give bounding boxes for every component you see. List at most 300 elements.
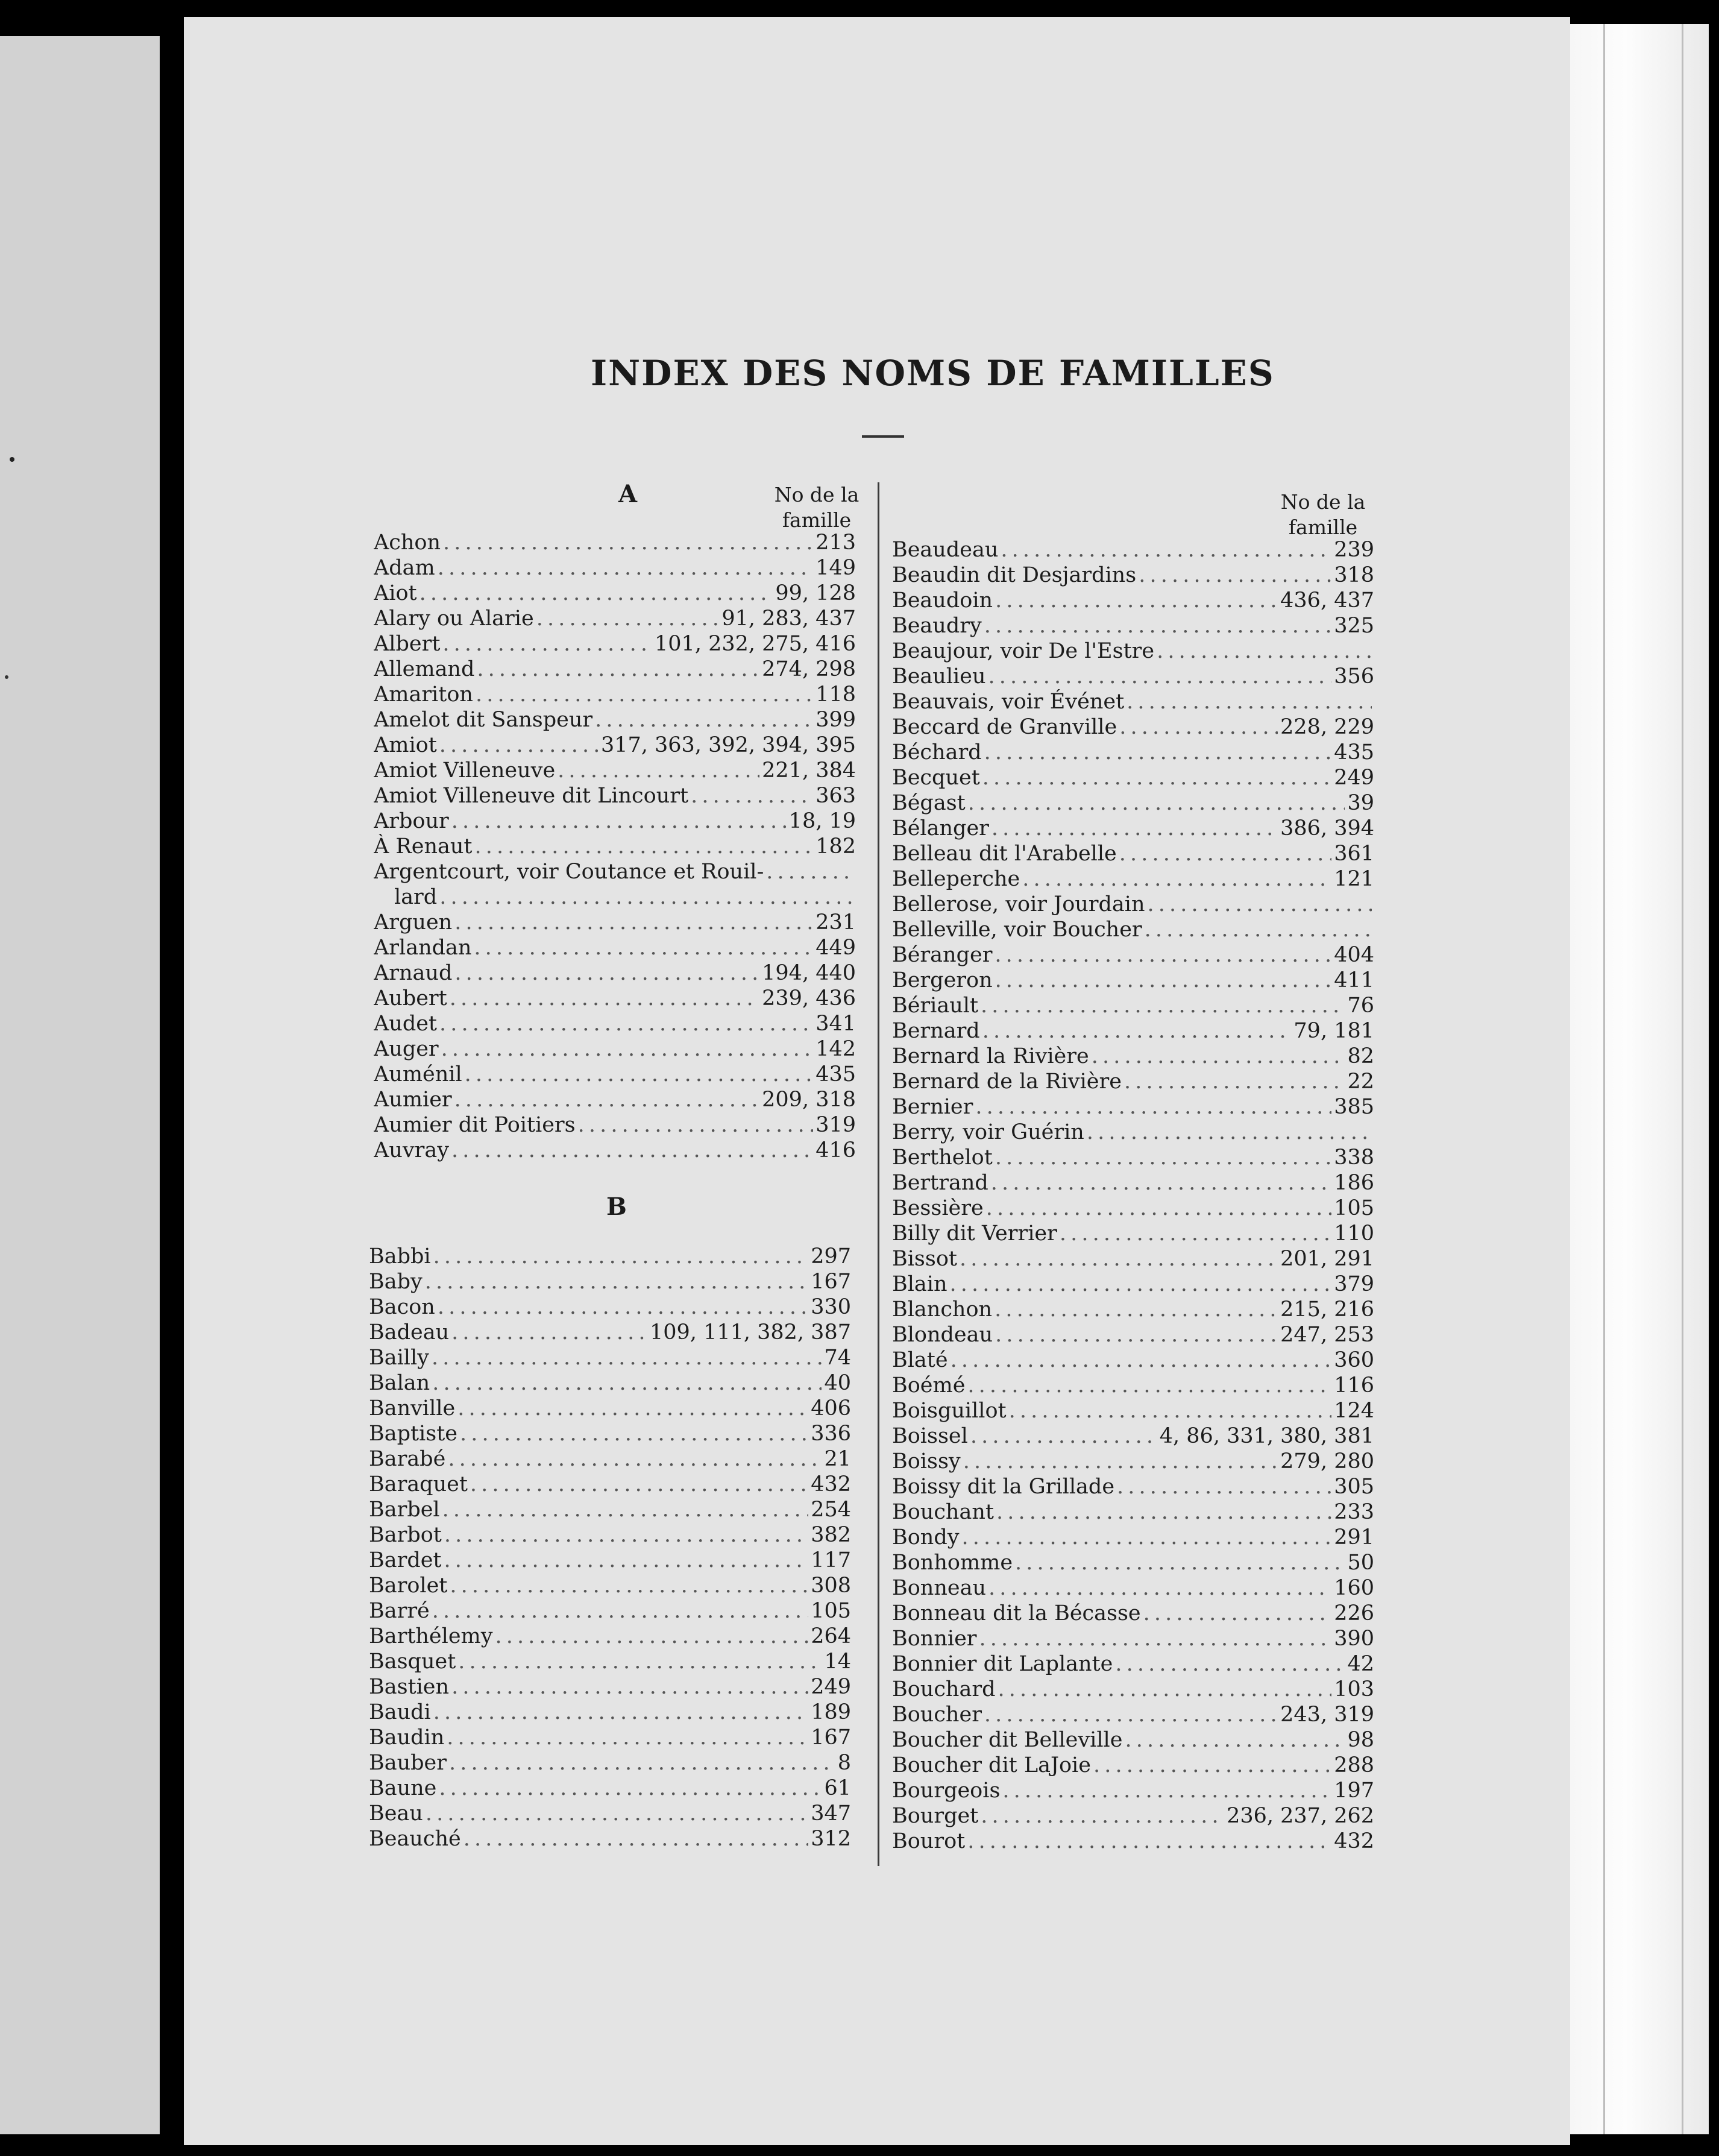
leader-dots [995,942,1331,968]
entry-name: Auménil [374,1062,462,1086]
leader-dots [477,657,759,682]
entry-name: Basquet [369,1650,456,1674]
entry-family-numbers: 42 [1347,1652,1374,1676]
entry-family-numbers: 239, 436 [762,986,856,1010]
page-stack-edge [1570,24,1709,2134]
index-entry [892,1398,1374,1423]
entry-family-numbers: 82 [1347,1044,1374,1068]
leader-dots [444,1522,808,1548]
leader-dots [454,960,759,986]
leader-dots [691,783,813,808]
entry-family-numbers: 101, 232, 275, 416 [655,632,856,656]
leader-dots [1125,1727,1345,1753]
entry-family-numbers: 215, 216 [1280,1297,1374,1322]
index-entry [892,1044,1374,1069]
index-entry [892,664,1374,689]
entry-family-numbers: 226 [1334,1601,1374,1625]
entry-name: Becquet [892,766,980,790]
index-entry [892,1778,1374,1803]
index-entry [892,866,1374,892]
entry-family-numbers: 167 [811,1270,851,1294]
entry-family-numbers: 116 [1334,1373,1374,1398]
entry-family-numbers: 236, 237, 262 [1227,1804,1374,1828]
entry-name: Arnaud [374,961,453,985]
leader-dots [995,1297,1278,1322]
column-header-line: famille [1288,515,1358,539]
index-entry [369,1776,851,1801]
entry-name: Bernard la Rivière [892,1044,1089,1068]
index-entry [892,993,1374,1018]
index-entry [374,1062,856,1087]
entry-name: Blain [892,1272,947,1296]
index-entry [892,1145,1374,1170]
index-entry [892,1829,1374,1854]
entry-name: Barthélemy [369,1624,493,1648]
entry-family-numbers: 382 [811,1523,851,1547]
entry-name: Bernard [892,1019,980,1043]
entry-name: Alary ou Alarie [374,607,534,631]
entry-name: Arbour [374,809,449,833]
leader-dots [439,1776,822,1801]
index-entry [892,1727,1374,1753]
entry-family-numbers: 189 [811,1700,851,1724]
entry-name: Belleau dit l'Arabelle [892,842,1117,866]
entry-family-numbers: 124 [1334,1399,1374,1423]
leader-dots [995,1145,1331,1170]
entry-name: Barolet [369,1574,448,1598]
leader-dots [433,1244,809,1269]
leader-dots [438,1294,808,1320]
index-entry [892,790,1374,816]
entry-family-numbers: 404 [1334,943,1374,967]
entry-name: Beauvais, voir Événet [892,690,1125,714]
leader-dots [460,1421,808,1446]
scan-speck [10,457,14,462]
entry-name: Billy dit Verrier [892,1221,1057,1246]
entry-family-numbers: 186 [1334,1171,1374,1195]
entry-name: Audet [374,1012,437,1036]
index-entry [892,714,1374,740]
entry-name: Balan [369,1371,430,1395]
entry-name: Bertrand [892,1171,988,1195]
entry-name: Beaudoin [892,588,993,613]
entry-name: Baraquet [369,1472,468,1496]
index-entry [892,1423,1374,1449]
entry-name: Bondy [892,1525,960,1549]
entry-name: Bardet [369,1548,442,1572]
leader-dots [450,986,759,1011]
entry-family-numbers: 109, 111, 382, 387 [650,1320,851,1344]
index-entry [369,1320,851,1345]
index-entry [892,942,1374,968]
entry-name: Bourgeois [892,1779,1001,1803]
index-entry [369,1674,851,1700]
entry-family-numbers: 356 [1334,664,1374,689]
entry-name: Beaujour, voir De l'Estre [892,639,1155,663]
entry-name: Aumier [374,1088,452,1112]
entry-name: Bissot [892,1247,957,1271]
leader-dots [449,1750,835,1776]
leader-dots [465,1062,814,1087]
entry-family-numbers: 379 [1334,1272,1374,1296]
leader-dots [1060,1221,1331,1246]
entry-name: Baptiste [369,1422,457,1446]
index-entry [892,740,1374,765]
entry-family-numbers: 8 [837,1751,851,1775]
index-entry [374,910,856,935]
leader-dots [995,588,1278,613]
entry-family-numbers: 197 [1334,1779,1374,1803]
leader-dots [975,1094,1331,1120]
entry-name: Bégast [892,791,966,815]
index-entry [892,1221,1374,1246]
leader-dots [979,1626,1332,1651]
entry-name: Bergeron [892,968,993,992]
book-gutter [160,0,184,2156]
index-entry [374,555,856,581]
leader-dots [984,1702,1278,1727]
index-entry [892,1348,1374,1373]
entry-family-numbers: 338 [1334,1146,1374,1170]
entry-name: Babbi [369,1244,431,1269]
entry-name: Boisguillot [892,1399,1007,1423]
entry-name: À Renaut [374,834,473,859]
entry-name: Belleperche [892,867,1020,891]
leader-dots [951,1348,1332,1373]
leader-dots [448,1446,822,1472]
index-entry [374,1138,856,1163]
leader-dots [443,530,813,555]
entry-family-numbers: 254 [811,1498,851,1522]
entry-name: Bériault [892,994,979,1018]
entry-name: Adam [374,556,435,580]
index-entry [892,588,1374,613]
entry-family-numbers: 308 [811,1574,851,1598]
index-entry [369,1497,851,1522]
index-entry [374,581,856,606]
leader-dots [451,1674,808,1700]
entry-family-numbers: 361 [1334,842,1374,866]
index-entry [892,765,1374,790]
index-entry [892,1322,1374,1348]
index-entry [374,631,856,657]
entry-family-numbers: 386, 394 [1280,816,1374,840]
entry-family-numbers: 228, 229 [1280,715,1374,739]
index-entry [892,1753,1374,1778]
entry-name: Beaudin dit Desjardins [892,563,1137,587]
entry-family-numbers: 347 [811,1801,851,1826]
index-entry [369,1700,851,1725]
column-header-left [756,482,877,533]
index-entry [374,808,856,834]
entry-name: Bélanger [892,816,989,840]
entry-family-numbers: 432 [1334,1829,1374,1853]
leader-dots [968,790,1345,816]
column-header-right [1263,490,1383,540]
index-entry [892,1297,1374,1322]
entry-family-numbers: 160 [1334,1576,1374,1600]
entry-family-numbers: 325 [1334,614,1374,638]
leader-dots [1117,1474,1331,1499]
entry-family-numbers: 416 [816,1138,856,1162]
leader-dots [439,733,599,758]
entry-name: Amiot [374,733,437,757]
entry-family-numbers: 50 [1347,1551,1374,1575]
entry-name: Baby [369,1270,423,1294]
entry-family-numbers: 233 [1334,1500,1374,1524]
index-entry [369,1396,851,1421]
index-entry [892,1651,1374,1677]
index-entry [369,1522,851,1548]
index-entry [892,841,1374,866]
index-entry [892,1803,1374,1829]
index-entry [892,1525,1374,1550]
entry-name: Allemand [374,657,475,681]
column-header-line: No de la [1280,490,1366,514]
entry-family-numbers: 40 [824,1371,851,1395]
index-entry [892,1018,1374,1044]
page-title: INDEX DES NOMS DE FAMILLES [591,353,1275,394]
leader-dots [766,859,853,884]
section-letter-a: A [618,480,638,508]
leader-dots [963,1449,1278,1474]
entry-family-numbers: 91, 283, 437 [721,607,856,631]
entry-name: Blanchon [892,1297,993,1322]
entry-name: Boémé [892,1373,966,1398]
entry-family-numbers: 435 [1334,740,1374,764]
entry-family-numbers: 14 [824,1650,851,1674]
leader-dots [1139,563,1331,588]
entry-family-numbers: 249 [1334,766,1374,790]
entry-family-numbers: 4, 86, 331, 380, 381 [1159,1424,1374,1448]
entry-family-numbers: 390 [1334,1627,1374,1651]
entry-family-numbers: 449 [816,936,856,960]
index-entry [374,657,856,682]
entry-family-numbers: 279, 280 [1280,1449,1374,1474]
leader-dots [962,1525,1332,1550]
entry-name: Badeau [369,1320,450,1344]
entry-name: Bonneau [892,1576,986,1600]
leader-dots [1124,1069,1345,1094]
index-entry [892,1246,1374,1272]
entry-name: Baune [369,1776,437,1800]
entry-name: Argentcourt, voir Coutance et Rouil- [374,860,764,884]
entry-name: Bouchant [892,1500,994,1524]
leader-dots [536,606,720,631]
entry-name: Beauché [369,1827,461,1851]
index-entry [374,1011,856,1036]
entry-family-numbers: 231 [816,910,856,935]
index-entry [892,968,1374,993]
index-entry [892,613,1374,638]
entry-family-numbers: 99, 128 [775,581,856,605]
entry-name: Aubert [374,986,447,1010]
entry-family-numbers: 149 [816,556,856,580]
leader-dots [425,1269,808,1294]
entry-family-numbers: 360 [1334,1348,1374,1372]
entry-family-numbers: 330 [811,1295,851,1319]
leader-dots [1001,537,1331,563]
leader-dots [1148,892,1372,917]
leader-dots [454,1087,759,1112]
leader-dots [432,1598,808,1624]
leader-dots [1002,1778,1331,1803]
entry-name: Belleville, voir Boucher [892,918,1142,942]
leader-dots [433,1700,808,1725]
leader-dots [1127,689,1372,714]
entry-family-numbers: 249 [811,1675,851,1699]
leader-dots [960,1246,1278,1272]
entry-name: Bellerose, voir Jourdain [892,892,1145,916]
index-entry [892,1069,1374,1094]
index-entry [374,758,856,783]
index-entry [892,1272,1374,1297]
entry-family-numbers: 432 [811,1472,851,1496]
entry-family-numbers: 288 [1334,1753,1374,1777]
index-column-right [892,537,1374,1854]
entry-family-numbers: 142 [816,1037,856,1061]
entry-family-numbers: 79, 181 [1293,1019,1374,1043]
leader-dots [450,1573,808,1598]
entry-name: Beaulieu [892,664,986,689]
index-entry [374,530,856,555]
leader-dots [995,1322,1278,1348]
index-column-b [369,1244,851,1852]
leader-dots [986,1196,1331,1221]
index-entry [892,816,1374,841]
entry-name: Baudi [369,1700,431,1724]
leader-dots [988,1575,1331,1601]
leader-dots [454,910,813,935]
entry-name: Bourot [892,1829,966,1853]
entry-family-numbers: 221, 384 [762,758,856,783]
entry-name: Boucher [892,1703,982,1727]
entry-family-numbers: 121 [1334,867,1374,891]
entry-family-numbers: 317, 363, 392, 394, 395 [600,733,856,757]
entry-family-numbers: 411 [1334,968,1374,992]
entry-family-numbers: 105 [1334,1196,1374,1220]
entry-name: Auvray [374,1138,449,1162]
entry-family-numbers: 399 [816,708,856,732]
entry-family-numbers: 167 [811,1726,851,1750]
index-entry [369,1598,851,1624]
index-entry [892,1474,1374,1499]
entry-family-numbers: 213 [816,531,856,555]
index-entry [892,1120,1374,1145]
entry-name: Boissy dit la Grillade [892,1475,1115,1499]
index-entry [892,1170,1374,1196]
index-entry [892,1626,1374,1651]
entry-family-numbers: 363 [816,784,856,808]
index-entry [369,1649,851,1674]
entry-family-numbers: 21 [824,1447,851,1471]
index-entry [369,1826,851,1852]
leader-dots [1119,714,1278,740]
index-entry [892,1702,1374,1727]
column-divider [878,482,879,1866]
leader-dots [578,1112,814,1138]
index-entry [892,563,1374,588]
leader-dots [458,1649,822,1674]
leader-dots [991,1170,1331,1196]
entry-name: Boucher dit Belleville [892,1728,1123,1752]
leader-dots [1015,1550,1345,1575]
entry-name: Berry, voir Guérin [892,1120,1084,1144]
leader-dots [1115,1651,1345,1677]
index-entry [892,1677,1374,1702]
entry-family-numbers: 247, 253 [1280,1323,1374,1347]
entry-family-numbers: 117 [811,1548,851,1572]
index-entry [374,1112,856,1138]
entry-name: Boissel [892,1424,968,1448]
entry-name: Albert [374,632,441,656]
index-entry [374,1087,856,1112]
leader-dots [1092,1044,1345,1069]
entry-family-numbers: 22 [1347,1070,1374,1094]
entry-name: Arguen [374,910,453,935]
entry-name: Blondeau [892,1323,993,1347]
index-entry [892,1094,1374,1120]
entry-name: Achon [374,531,441,555]
index-entry [369,1446,851,1472]
leader-dots [984,740,1332,765]
index-entry [892,917,1374,942]
entry-name: Beaudry [892,614,982,638]
entry-family-numbers: 406 [811,1396,851,1420]
leader-dots [474,935,813,960]
entry-name: Boissy [892,1449,961,1474]
leader-dots [950,1272,1332,1297]
index-entry [369,1801,851,1826]
entry-name: Amiot Villeneuve [374,758,556,783]
index-entry [892,1601,1374,1626]
entry-family-numbers: 291 [1334,1525,1374,1549]
entry-name: Bastien [369,1675,450,1699]
leader-dots [998,1677,1331,1702]
index-entry [374,606,856,631]
index-entry [374,682,856,707]
index-entry [374,783,856,808]
column-header-line: famille [782,508,852,532]
leader-dots [441,1036,814,1062]
leader-dots [420,581,773,606]
leader-dots [1093,1753,1331,1778]
leader-dots [595,707,813,733]
leader-dots [995,968,1332,993]
entry-family-numbers: 436, 437 [1280,588,1374,613]
entry-name: Aiot [374,581,417,605]
leader-dots [495,1624,809,1649]
index-entry [892,1449,1374,1474]
entry-family-numbers: 182 [816,834,856,859]
entry-name: Banville [369,1396,456,1420]
entry-name: Bauber [369,1751,447,1775]
leader-dots [1157,638,1372,664]
entry-family-numbers: 98 [1347,1728,1374,1752]
entry-name: Bacon [369,1295,435,1319]
index-column-a [374,530,856,1163]
index-entry [369,1269,851,1294]
entry-family-numbers: 74 [824,1346,851,1370]
leader-dots [451,808,787,834]
index-entry [374,960,856,986]
leader-dots [438,555,813,581]
leader-dots [439,884,853,910]
index-entry [374,707,856,733]
entry-family-numbers: 110 [1334,1221,1374,1246]
leader-dots [988,664,1331,689]
entry-name: Amiot Villeneuve dit Lincourt [374,784,689,808]
